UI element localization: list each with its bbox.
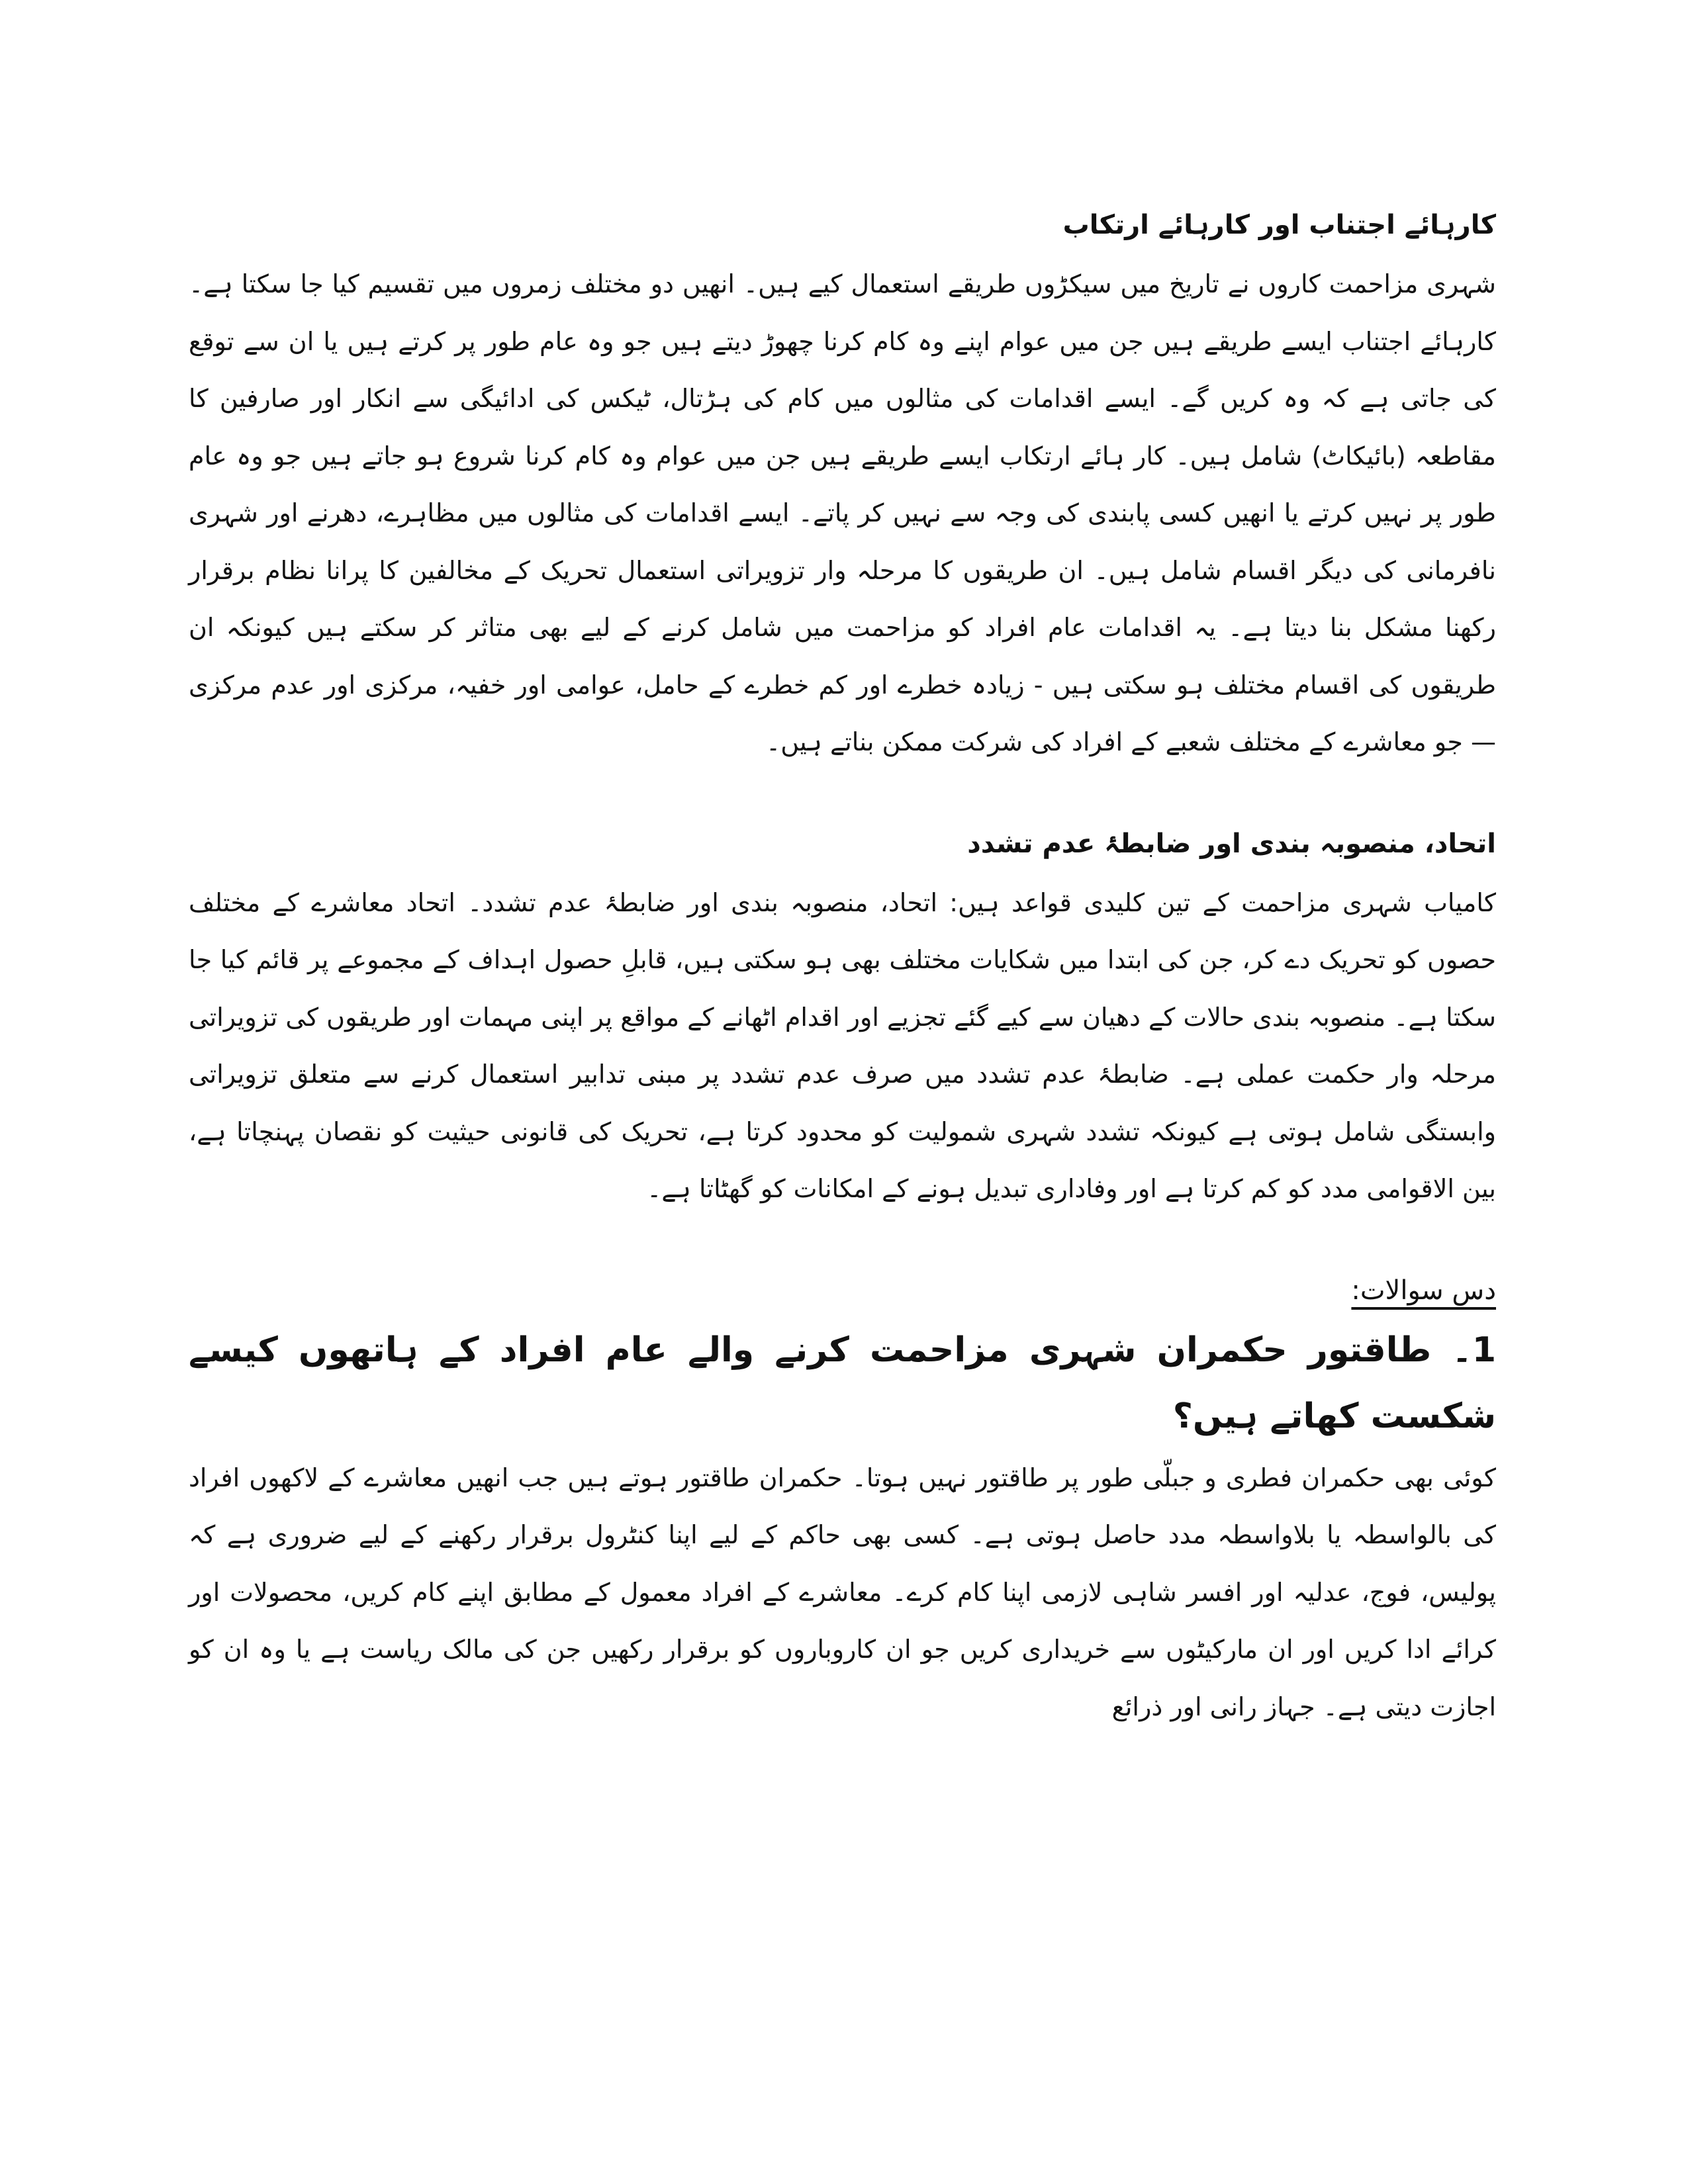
- question-1-paragraph: کوئی بھی حکمران فطری و جبلّی طور پر طاقتور نہیں ہوتا۔ حکمران طاقتور ہوتے ہیں جب انھیں معاشرے کے لاکھوں افراد کی بالواسطہ یا بلاواسطہ مدد حاصل ہوتی ہے۔ کسی بھی حاکم کے لیے اپنا کنٹرول برقرار رکھنے کے لیے ضروری ہے کہ پولیس، فوج، عدلیہ اور افسر شاہی لازمی اپنا کام کرے۔ معاشرے کے افراد معمول کے مطابق اپنے کام کریں، محصولات اور کرائے ادا کریں اور ان مارکیٹوں سے خریداری کریں جو ان کاروباروں کو برقرار رکھیں جن کی مالک ریاست ہے یا وہ ان کو اجازت دیتی ہے۔ جہاز رانی اور ذرائع: [189, 1463, 1496, 1721]
- section-paragraph-unity-planning-discipline: کامیاب شہری مزاحمت کے تین کلیدی قواعد ہیں: اتحاد، منصوبہ بندی اور ضابطۂ عدم تشدد۔ اتحاد معاشرے کے مختلف حصوں کو تحریک دے کر، جن کی ابتدا میں شکایات مختلف بھی ہو سکتی ہیں، قابلِ حصول اہداف کے مجموعے پر قائم کیا جا سکتا ہے۔ منصوبہ بندی حالات کے دھیان سے کیے گئے تجزیے اور اقدام اٹھانے کے مواقع پر اپنی مہمات اور طریقوں کی تزویراتی مرحلہ وار حکمت عملی ہے۔ ضابطۂ عدم تشدد میں صرف عدم تشدد پر مبنی تدابیر استعمال کرنے سے متعلق تزویراتی وابستگی شامل ہوتی ہے کیونکہ تشدد شہری شمولیت کو محدود کرتا ہے، تحریک کی قانونی حیثیت کو نقصان پہنچاتا ہے، بین الاقوامی مدد کو کم کرتا ہے اور وفاداری تبدیل ہونے کے امکانات کو گھٹاتا ہے۔: [189, 887, 1496, 1203]
- section-spacer: [189, 771, 1496, 817]
- page-content: [189, 199, 1496, 1735]
- question-1-title: 1۔ طاقتور حکمران شہری مزاحمت کرنے والے عام افراد کے ہاتھوں کیسے شکست کھاتے ہیں؟: [189, 1330, 1496, 1436]
- ten-questions-label: دس سوالات:: [1351, 1275, 1496, 1306]
- section-paragraph-abstention-commission: شہری مزاحمت کاروں نے تاریخ میں سیکڑوں طریقے استعمال کیے ہیں۔ انھیں دو مختلف زمروں میں تقسیم کیا جا سکتا ہے۔ کارہائے اجتناب ایسے طریقے ہیں جن میں عوام اپنے وہ کام کرنا چھوڑ دیتے ہیں جو وہ عام طور پر کرتے ہیں یا ان سے توقع کی جاتی ہے کہ وہ کریں گے۔ ایسے اقدامات کی مثالوں میں کام کی ہڑتال، ٹیکس کی ادائیگی سے انکار اور صارفین کا مقاطعہ (بائیکاٹ) شامل ہیں۔ کار ہائے ارتکاب ایسے طریقے ہیں جن میں عوام وہ کام کرنا شروع ہو جاتے ہیں جو وہ عام طور پر نہیں کرتے یا انھیں کسی پابندی کی وجہ سے نہیں کر پاتے۔ ایسے اقدامات کی مثالوں میں مظاہرے، دھرنے اور شہری نافرمانی کی دیگر اقسام شامل ہیں۔ ان طریقوں کا مرحلہ وار تزویراتی استعمال تحریک کے مخالفین کا پرانا نظام برقرار رکھنا مشکل بنا دیتا ہے۔ یہ اقدامات عام افراد کو مزاحمت میں شامل کرنے کے لیے بھی متاثر کر سکتے ہیں کیونکہ ان طریقوں کی اقسام مختلف ہو سکتی ہیں - زیادہ خطرے اور کم خطرے کے حامل، عوامی اور خفیہ، مرکزی اور عدم مرکزی — جو معاشرے کے مختلف شعبے کے افراد کی شرکت ممکن بناتے ہیں۔: [189, 269, 1496, 756]
- section-spacer: [189, 1218, 1496, 1264]
- section-heading-abstention-commission: کارہائے اجتناب اور کارہائے ارتکاب: [1062, 210, 1496, 240]
- section-heading-unity-planning-discipline: اتحاد، منصوبہ بندی اور ضابطۂ عدم تشدد: [967, 828, 1496, 859]
